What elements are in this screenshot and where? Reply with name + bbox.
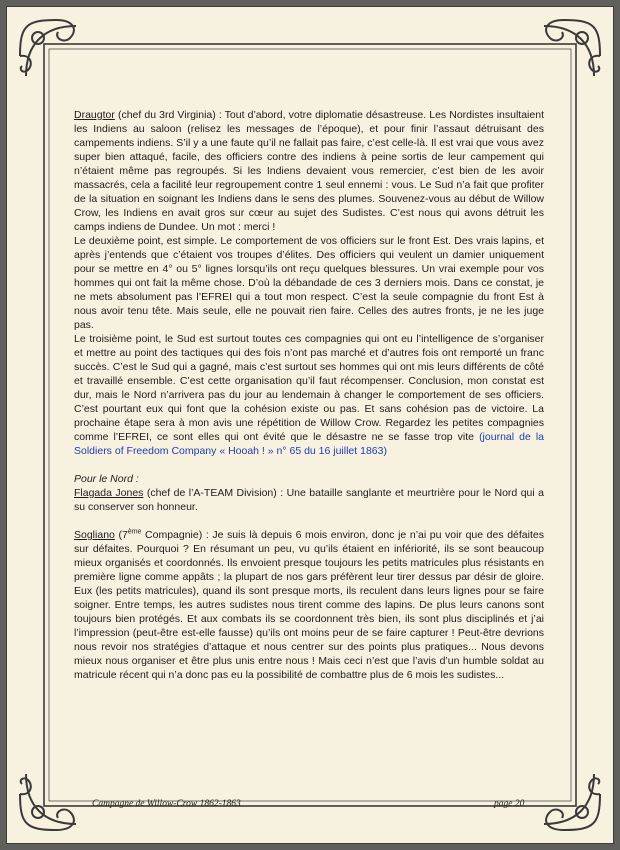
paragraph-text: (chef du 3rd Virginia) : Tout d’abord, votre diplomatie désastreuse. Les Nordistes insultaient les Indiens au saloon (relisez les messages de l’époque), et pour finir l’assaut détruisant des campements indiens. S’il y a une faute qu’il ne fallait pas faire, c’est celle-là. Il est vrai que vous avez super bien attaqué, facile, des officiers contre des indiens à peine sortis de leur campement qui n’étaient même pas regroupés. Si les Indiens devaient vous remercier, c’est bien de les avoir massacrés, cela a facilité leur regroupement contre 1 seul ennemi : vous. Le Sud n’a fait que profiter de la situation en soignant les Indiens dans le sens des plumes. Souvenez-vous au début de Willow Crow, les Indiens en avait gros sur cœur au sujet des Sudistes. C’est nous qui avons détruit les camps indiens de Dundee. Un mot : merci !: [74, 109, 544, 233]
spacer: [74, 458, 544, 472]
spacer: [74, 514, 544, 528]
paragraph-flagada-jones: [74, 486, 544, 514]
speaker-name: Draugtor: [74, 109, 115, 121]
paragraph-draugtor: [74, 108, 544, 234]
speaker-name: Flagada Jones: [74, 487, 144, 499]
paragraph-second-point: Le deuxième point, est simple. Le comportement de vos officiers sur le front Est. Des vrais lapins, et après j’entends que c’étaient vos troupes d’élites. Des officiers qui veulent un damier uniquement pour se mettre en 4° ou 5° lignes lorsqu’ils ont reçu quelques blessures. Un vrai exemple pour vos hommes qui ont fait la même chose. D’où la débandade de ces 3 derniers mois. Dans ce constat, je ne mets absolument pas l’EFREI qui a tout mon respect. C’est la seule compagnie du front Est à nous avoir tenu tête. Mais seule, elle ne pouvait rien faire. Celles des autres fronts, je ne les juge pas.: [74, 235, 544, 331]
speaker-company: (7: [114, 529, 128, 541]
paragraph-text: (chef de l’A-TEAM Division) : Une bataille sanglante et meurtrière pour le Nord qui a su conserver son honneur.: [74, 487, 544, 513]
paragraph-sogliano: [74, 528, 544, 682]
paragraph-text: : Je suis là depuis 6 mois environ, donc je n’ai pu voir que des défaites sur défaites. Pourquoi ? En résumant un peu, vu qu’ils étaient en infériorité, ils se sont beaucoup mieux organisés et coordonnés. Ils envoient presque toujours les petits matricules plus résistants en première ligne comme appâts ; la plupart de nos gars préfèrent leur tirer dessus par désir de gloire. Eux (les petits matricules), quand ils sont presque morts, ils reculent dans leurs lignes pour se faire soigner. Entre temps, les autres sudistes nous tirent comme des lapins. De plus leurs canons sont toujours bien protégés. Et aux combats ils se coordonnent très bien, ils sont plus disciplinés et j’ai l’impression (peut-être est-elle fausse) qu’ils ont moins peur de se faire capturer ! Peut-être devrions nous revoir nos stratégies d’attaque et nous centrer sur des points plus pratiques... Nous devons mieux nous organiser et être plus unis entre nous ! Mais ceci n’est que l’avis d’un humble soldat au matricule récent qui n’a donc pas eu la possibilité de combattre plus de 6 mois les sudistes...: [74, 529, 544, 681]
speaker-name: Sogliano: [74, 529, 115, 541]
journal-citation: (journal de la Soldiers of Freedom Company « Hooah ! » n° 65 du 16 juillet 1863): [74, 431, 544, 457]
speaker-company-rest: Compagnie): [141, 529, 203, 541]
footer-campaign-title: Campagne de Willow-Crow 1862-1863: [92, 799, 241, 809]
footer-page-number: page 20: [494, 799, 525, 809]
ordinal-suffix: ème: [127, 528, 142, 536]
section-heading-north: Pour le Nord :: [74, 473, 139, 485]
article-body: [74, 108, 544, 682]
paragraph-third-point: [74, 332, 544, 458]
paragraph-text: Le troisième point, le Sud est surtout toutes ces compagnies qui ont eu l’intelligence de s’organiser et mettre au point des tactiques qui des fois n’ont pas marché et d’autres fois ont remporté un franc succès. C’est le Sud qui a gagné, mais c’est surtout ses hommes qui ont mis leurs différents de côté et travaillé ensemble. C’est cette organisation qu’il faut récompenser. Conclusion, mon constat est dur, mais le Nord n’arrivera pas du jour au lendemain à changer le comportement de ses officiers. C’est pourtant eux qui font que la cohésion existe ou pas. Et sans cohésion pas de victoire. La prochaine étape sera à mon avis une répétition de Willow Crow. Regardez les petites compagnies comme l’EFREI, ce sont elles qui ont évité que le désastre ne se fasse trop vite: [74, 333, 544, 443]
